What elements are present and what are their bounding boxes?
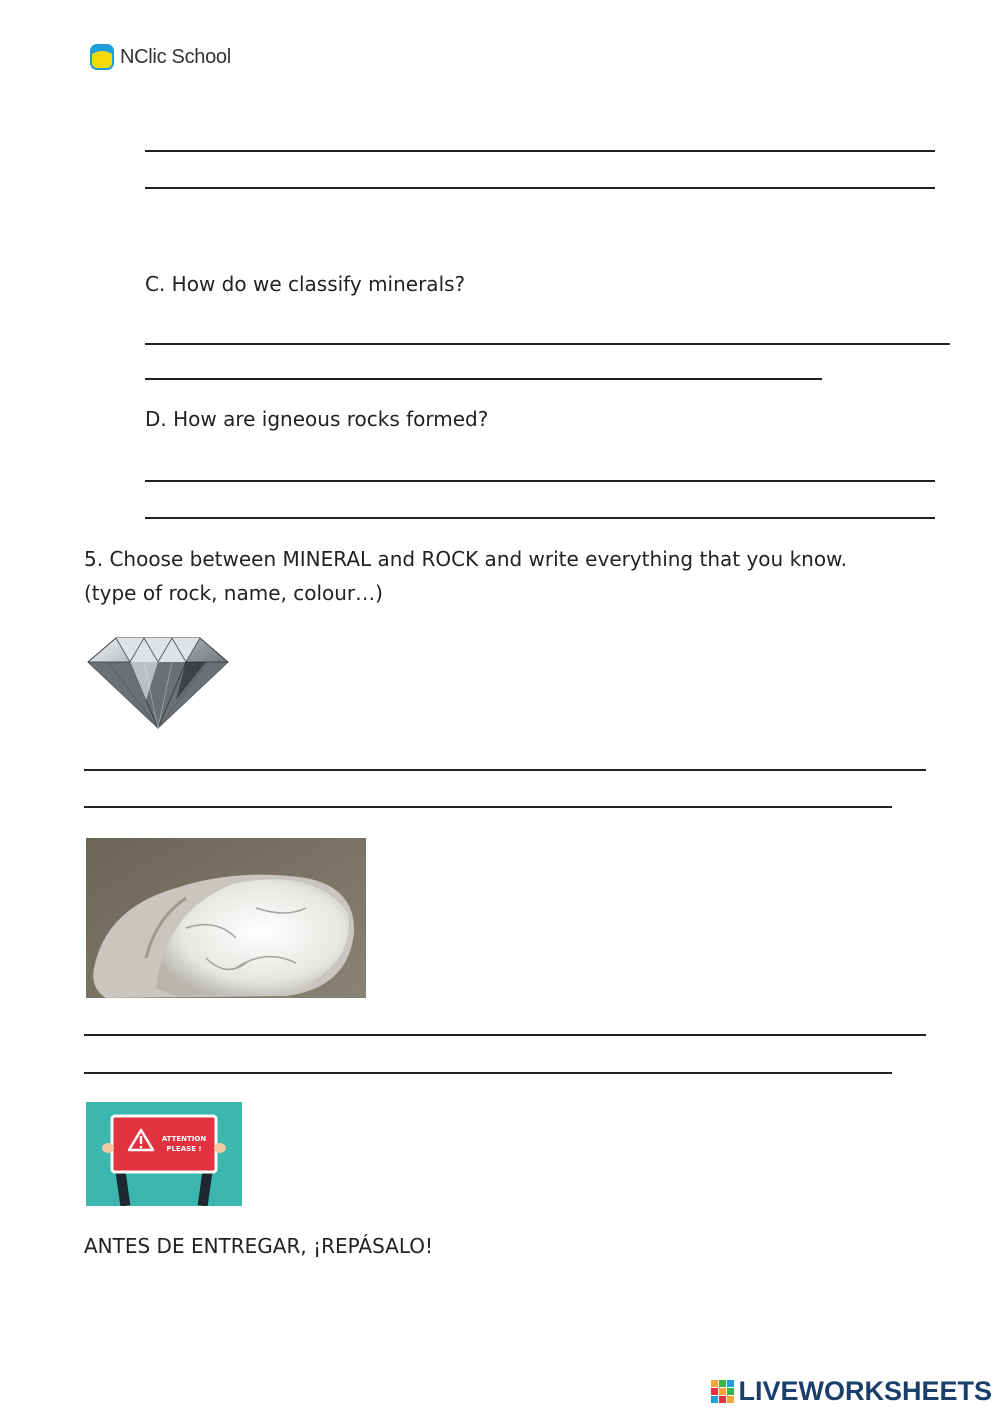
attention-text-1: ATTENTION [161, 1135, 207, 1143]
brand-name: NClic School [120, 45, 231, 68]
diamond-image [86, 630, 230, 730]
liveworksheets-logo-icon [710, 1379, 736, 1405]
answer-line[interactable] [84, 806, 892, 808]
attention-text-2: PLEASE ! [166, 1145, 202, 1153]
task-5-line-1: 5. Choose between MINERAL and ROCK and write everything that you know. [84, 547, 847, 571]
answer-line[interactable] [145, 480, 935, 482]
task-5-line-2: (type of rock, name, colour…) [84, 581, 383, 605]
answer-line[interactable] [84, 769, 926, 771]
answer-line[interactable] [145, 150, 935, 152]
question-d: D. How are igneous rocks formed? [145, 407, 489, 431]
nclic-logo-icon [90, 44, 114, 70]
attention-sign-image [86, 1102, 242, 1206]
nclic-logo [90, 44, 231, 70]
question-c: C. How do we classify minerals? [145, 272, 466, 296]
answer-line[interactable] [84, 1034, 926, 1036]
answer-line[interactable] [145, 343, 950, 345]
liveworksheets-watermark [710, 1376, 992, 1407]
footer-note: ANTES DE ENTREGAR, ¡REPÁSALO! [84, 1234, 434, 1258]
answer-line[interactable] [145, 378, 822, 380]
answer-line[interactable] [145, 517, 935, 519]
answer-line[interactable] [145, 187, 935, 189]
answer-line[interactable] [84, 1072, 892, 1074]
white-rock-image [86, 838, 366, 998]
liveworksheets-brand: LIVEWORKSHEETS [738, 1376, 992, 1406]
task-5-instruction [84, 542, 984, 610]
